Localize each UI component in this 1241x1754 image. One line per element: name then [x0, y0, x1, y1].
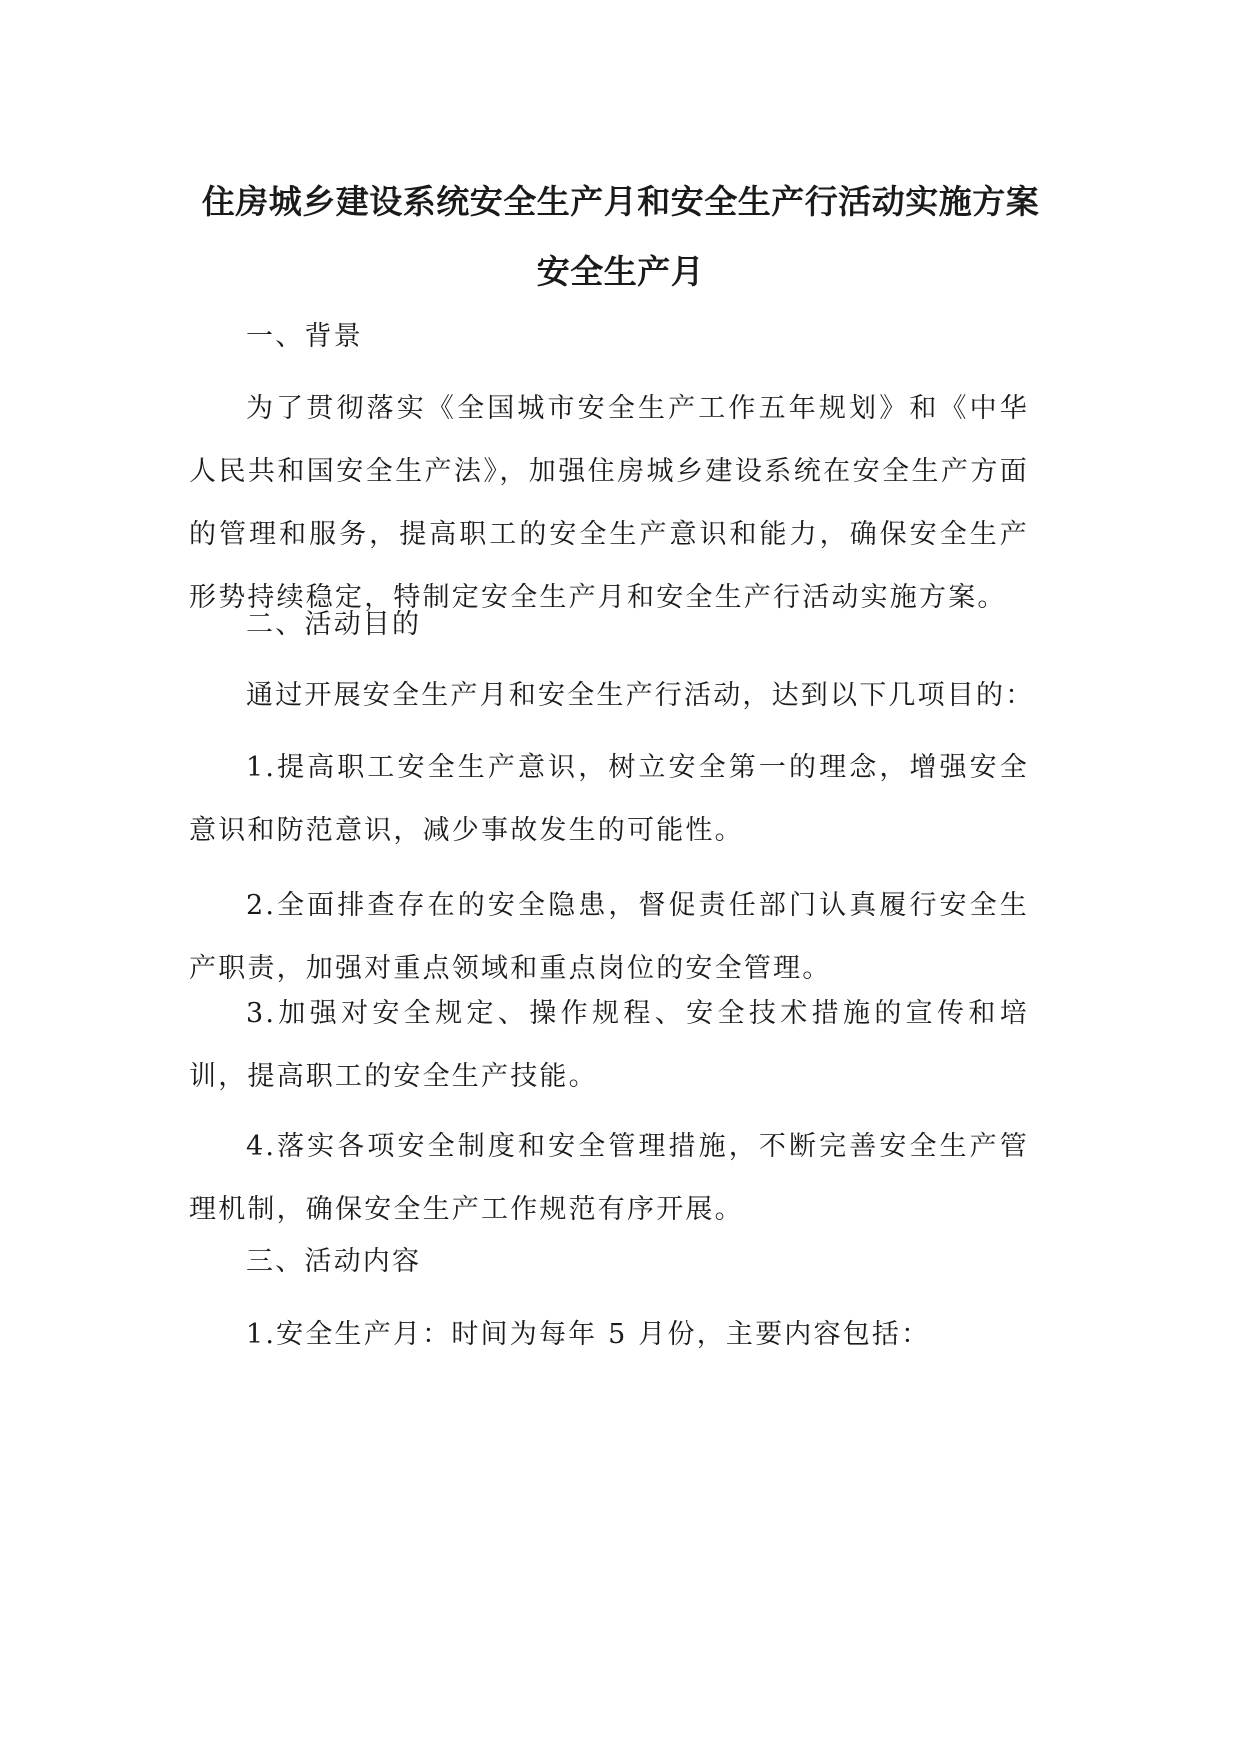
section-heading-content: 三、活动内容 [246, 1246, 422, 1277]
document-subtitle: 安全生产月 [536, 252, 705, 291]
paragraph-purpose-intro: 通过开展安全生产月和安全生产行活动，达到以下几项目的： [246, 680, 1035, 711]
list-item-purpose-1: 1.提高职工安全生产意识，树立安全第一的理念，增强安全意识和防范意识，减少事故发生的可能性。 [189, 752, 1029, 846]
paragraph-background: 为了贯彻落实《全国城市安全生产工作五年规划》和《中华人民共和国安全生产法》，加强住房城乡建设系统在安全生产方面的管理和服务，提高职工的安全生产意识和能力，确保安全生产形势持续稳定，特制定安全生产月和安全生产行活动实施方案。 [189, 393, 1029, 613]
list-item-purpose-2: 2.全面排查存在的安全隐患，督促责任部门认真履行安全生产职责，加强对重点领域和重点岗位的安全管理。 [189, 890, 1029, 984]
list-item-purpose-4: 4.落实各项安全制度和安全管理措施，不断完善安全生产管理机制，确保安全生产工作规范有序开展。 [189, 1131, 1029, 1225]
document-title: 住房城乡建设系统安全生产月和安全生产行活动实施方案 [201, 182, 1040, 221]
section-heading-purpose: 二、活动目的 [246, 609, 422, 640]
section-heading-background: 一、背景 [246, 321, 363, 352]
list-item-purpose-3: 3.加强对安全规定、操作规程、安全技术措施的宣传和培训，提高职工的安全生产技能。 [189, 998, 1029, 1092]
list-item-content-1: 1.安全生产月：时间为每年 5 月份，主要内容包括： [246, 1319, 931, 1350]
